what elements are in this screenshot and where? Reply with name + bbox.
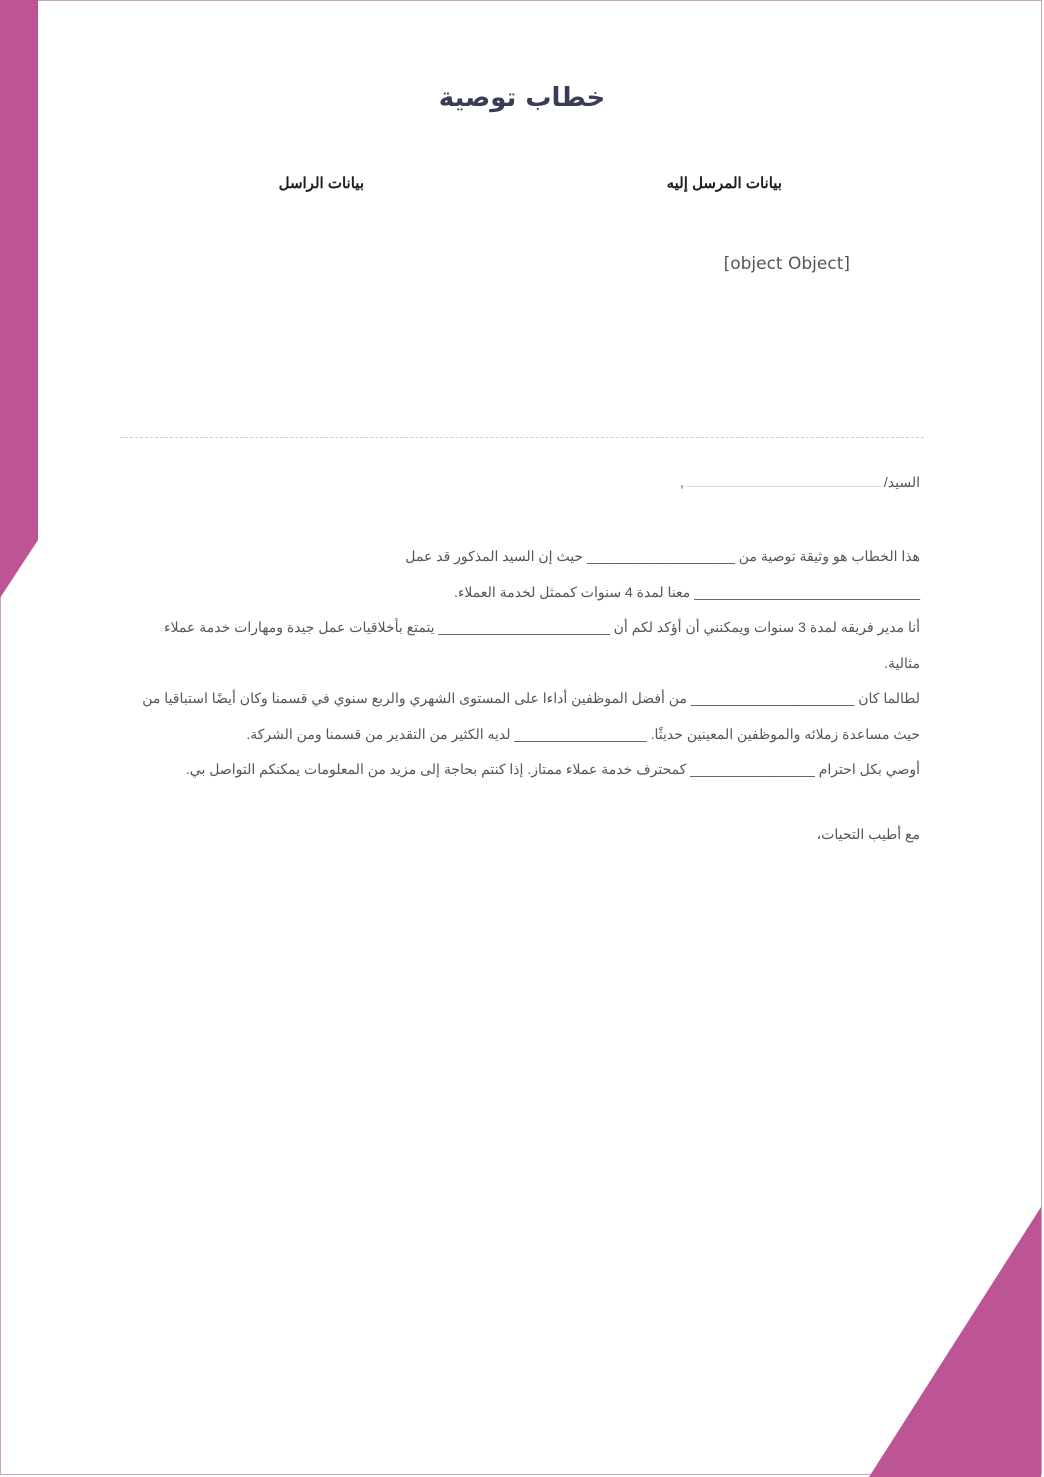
body-line-tenure: _____________________________ معنا لمدة 4 سنوات كممثل لخدمة العملاء. [453, 583, 920, 600]
salutation-prefix: السيد/ [883, 474, 920, 490]
recipient-details: [object Object] [723, 254, 850, 274]
sender-heading: بيانات الراسل [278, 175, 364, 192]
recipient-heading: بيانات المرسل إليه [666, 175, 782, 192]
salutation-suffix: , [680, 474, 684, 490]
recipient-name-blank [686, 472, 882, 487]
decorative-triangle-right [869, 1207, 1041, 1477]
body-paragraph-performance: لطالما كان _____________________ من أفضل الموظفين أداءا على المستوى الشهري والربع سنوي في قسمنا وكان أيضًا استباقيا من حيث مساعدة زملائه والموظفين المعينين حديثًا. _________________ لديه الكثير من التقدير من قسمنا ومن الشركة. [142, 690, 920, 742]
section-divider [120, 437, 924, 438]
body-paragraph-ethics: أنا مدير فريقه لمدة 3 سنوات ويمكنني أن أؤكد لكم أن ______________________ يتمتع بأخلاقيات عمل جيدة ومهارات خدمة عملاء مثالية. [164, 619, 920, 671]
letter-body [140, 539, 920, 788]
decorative-corner-right [869, 1207, 1044, 1477]
closing-line: مع أطيب التحيات، [816, 826, 920, 842]
body-line-intro: هذا الخطاب هو وثيقة توصية من ___________________ حيث إن السيد المذكور قد عمل [405, 548, 920, 564]
salutation-line [320, 472, 920, 491]
body-paragraph-recommendation: أوصي بكل احترام ________________ كمحترف خدمة عملاء ممتاز. إذا كنتم بحاجة إلى مزيد من المعلومات يمكنكم التواصل بي. [185, 761, 920, 777]
letter-title: خطاب توصية [438, 83, 606, 113]
